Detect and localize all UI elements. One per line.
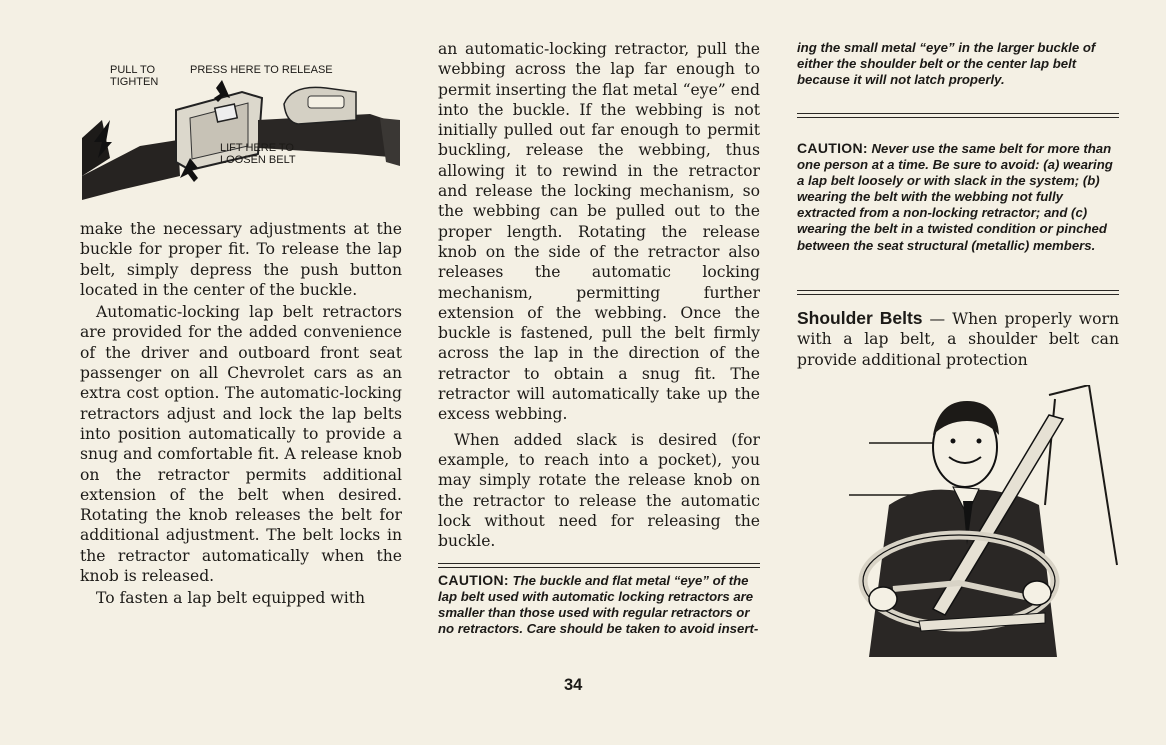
callout-press-here: PRESS HERE TO RELEASE <box>190 64 333 76</box>
paragraph-fasten-steps: an automatic-locking retractor, pull the webbing across the lap far enough to permit inserting the flat metal “eye” end into the buckle. If the webbing is not initially pulled out far enough to permit buckling, release the webbing, thus allowing it to rewind in the retractor and release the locking mechanism, so the webbing can be pulled out to the proper length. Rotating the release knob on the side of the retractor also releases the automatic locking mechanism, permitting further extension of the webbing. Once the buckle is fastened, pull the belt firmly across the lap in the direction of the retractor to obtain a snug fit. The retractor will automatically take up the excess webbing. <box>438 40 760 424</box>
section-heading: Shoulder Belts <box>797 308 923 328</box>
shoulder-belts-text: — When properly worn with a lap belt, a shoulder belt can provide additional protection <box>797 310 1119 369</box>
caution-text: The buckle and flat metal “eye” of the lap belt used with automatic locking retractors are smaller than those used with regular retractors or no retractors. Care should be taken to avoid insert- <box>438 573 759 637</box>
caution-one-person <box>797 140 1119 254</box>
lap-belt-buckle-illustration <box>80 58 402 203</box>
caution-rule-top <box>797 113 1119 118</box>
callout-lift-here: LIFT HERE TO LOOSEN BELT <box>220 142 296 166</box>
shoulder-belt-illustration <box>849 385 1119 657</box>
caution-buckle-size <box>438 572 760 637</box>
driver-drawing <box>849 385 1119 657</box>
page-number: 34 <box>564 676 583 694</box>
caution-label: CAUTION: <box>797 140 868 156</box>
paragraph-adjust-release: make the necessary adjustments at the buckle for proper fit. To release the lap belt, simply depress the push button located in the center of the buckle. <box>80 220 402 299</box>
caution-rule-bottom <box>797 290 1119 295</box>
caution-label: CAUTION: <box>438 572 509 588</box>
caution-continued-text: ing the small metal “eye” in the larger buckle of either the shoulder belt or the center lap belt because it will not latch properly. <box>797 40 1096 88</box>
caution-continuation <box>797 40 1119 88</box>
caution-rule <box>438 563 760 568</box>
paragraph-auto-locking: Automatic-locking lap belt retractors are provided for the added convenience of the driver and outboard front seat passenger on all Chevrolet cars as an extra cost option. The automatic-locking retractors adjust and lock the lap belts into position automatically to provide a snug and comfortable fit. A release knob on the retractor permits additional extension of the belt when desired. Rotating the knob releases the belt for additional adjustment. The belt locks in the retractor automatically when the knob is released. <box>80 303 402 586</box>
caution-text: Never use the same belt for more than one person at a time. Be sure to avoid: (a) wearing a lap belt loosely or with slack in the system; (b) wearing the belt with the webbing not fully extracted from a non-locking retractor; and (c) wearing the belt in a twisted condition or pinched between the seat structural (metallic) members. <box>797 141 1113 253</box>
paragraph-fasten-intro: To fasten a lap belt equipped with <box>96 589 366 608</box>
callout-pull-to-tighten: PULL TO TIGHTEN <box>110 64 159 88</box>
paragraph-added-slack: When added slack is desired (for example, to reach into a pocket), you may simply rotate the release knob on the retractor to release the automatic lock without need for releasing the buckle. <box>438 430 760 551</box>
paragraph-shoulder-belts <box>797 308 1119 370</box>
